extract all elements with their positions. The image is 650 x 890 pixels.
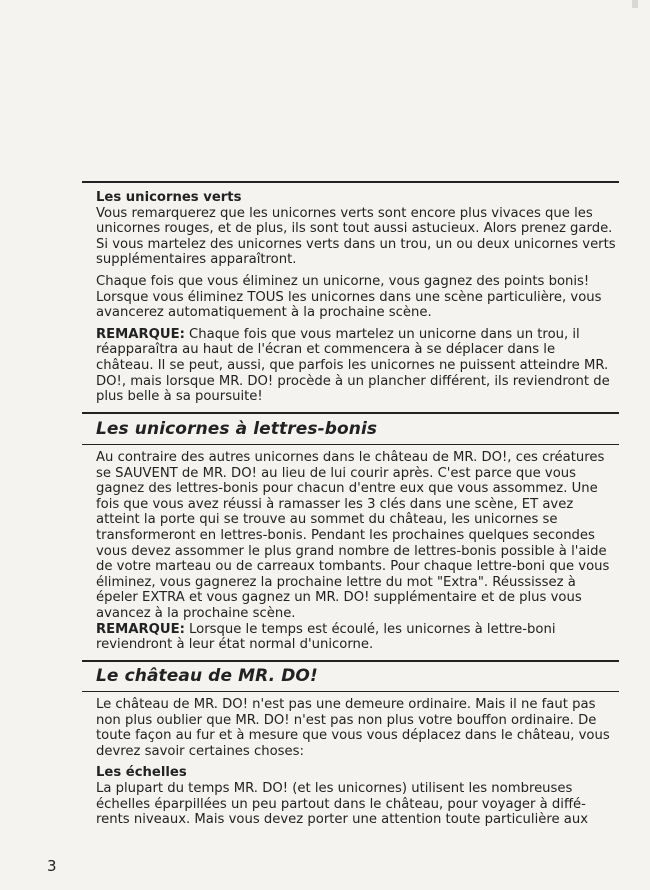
letters-section-title: Les unicornes à lettres-bonis [96, 419, 378, 439]
letters-rule-bottom [82, 444, 619, 445]
letters-rule-top [82, 412, 619, 414]
section-letter-unicorns [96, 450, 616, 659]
green-unicorns-heading: Les unicornes verts [96, 190, 242, 205]
remark-label: REMARQUE: [96, 326, 185, 342]
ladders-heading: Les échelles [96, 765, 187, 781]
remark-text: Lorsque le temps est écoulé, les unicornes à lettre-boni reviendront à leur état normal d'unicorne. [96, 621, 556, 653]
section-green-unicorns [96, 190, 616, 411]
letters-remark [96, 622, 616, 653]
castle-rule-bottom [82, 691, 619, 692]
scan-mark [632, 0, 638, 8]
top-rule [82, 181, 619, 183]
castle-paragraph: Le château de MR. DO! n'est pas une demeure ordinaire. Mais il ne faut pas non plus oublier que MR. DO! n'est pas non plus votre bouffon ordinaire. De toute façon au fur et à mesure que vous vous déplacez dans le château, vous devrez savoir certaines choses: [96, 697, 610, 759]
castle-rule-top [82, 660, 619, 662]
green-unicorns-paragraph-1: Vous remarquerez que les unicornes verts sont encore plus vivaces que les unicornes rouges, et de plus, ils sont tout aussi astucieux. Alors prenez garde. Si vous martelez des unicornes verts dans un trou, un ou deux unicornes verts supplémentaires apparaîtront. [96, 205, 616, 268]
ladders-paragraph: La plupart du temps MR. DO! (et les unicornes) utilisent les nombreuses échelles éparpillées un peu partout dans le château, pour voyager à diffé-rents niveaux. Mais vous devez porter une attention toute particulière aux [96, 780, 589, 828]
page-number: 3 [47, 857, 57, 875]
remark-text: Chaque fois que vous martelez un unicorne dans un trou, il réapparaîtra au haut de l'écran et commencera à se déplacer dans le château. Il se peut, aussi, que parfois les unicornes ne puissent atteindre MR. DO!, mais lorsque MR. DO! procède à un plancher différent, ils reviendront de plus belle à sa poursuite! [96, 326, 610, 405]
green-unicorns-paragraph-2: Chaque fois que vous éliminez un unicorne, vous gagnez des points bonis! Lorsque vous éliminez TOUS les unicornes dans une scène particulière, vous avancerez automatiquement à la prochaine scène. [96, 273, 602, 321]
castle-section-title: Le château de MR. DO! [96, 666, 318, 686]
letters-paragraph: Au contraire des autres unicornes dans le château de MR. DO!, ces créatures se SAUVENT de MR. DO! au lieu de lui courir après. C'est parce que vous gagnez des lettres-bonis pour chacun d'entre eux que vous assommez. Une fois que vous avez réussi à ramasser les 3 clés dans une scène, ET avez atteint la porte qui se trouve au sommet du château, les unicornes se transformeront en lettres-bonis. Pendant les prochaines quelques secondes vous devez assommer le plus grand nombre de lettres-bonis possible à l'aide de votre marteau ou de carreaux tombants. Pour chaque lettre-boni que vous éliminez, vous gagnerez la prochaine lettre du mot "Extra". Réussissez à épeler EXTRA et vous gagnez un MR. DO! supplémentaire et de plus vous avancez à la prochaine scène. [96, 450, 610, 621]
remark-label: REMARQUE: [96, 621, 185, 637]
section-castle [96, 697, 616, 834]
green-unicorns-remark [96, 327, 616, 405]
